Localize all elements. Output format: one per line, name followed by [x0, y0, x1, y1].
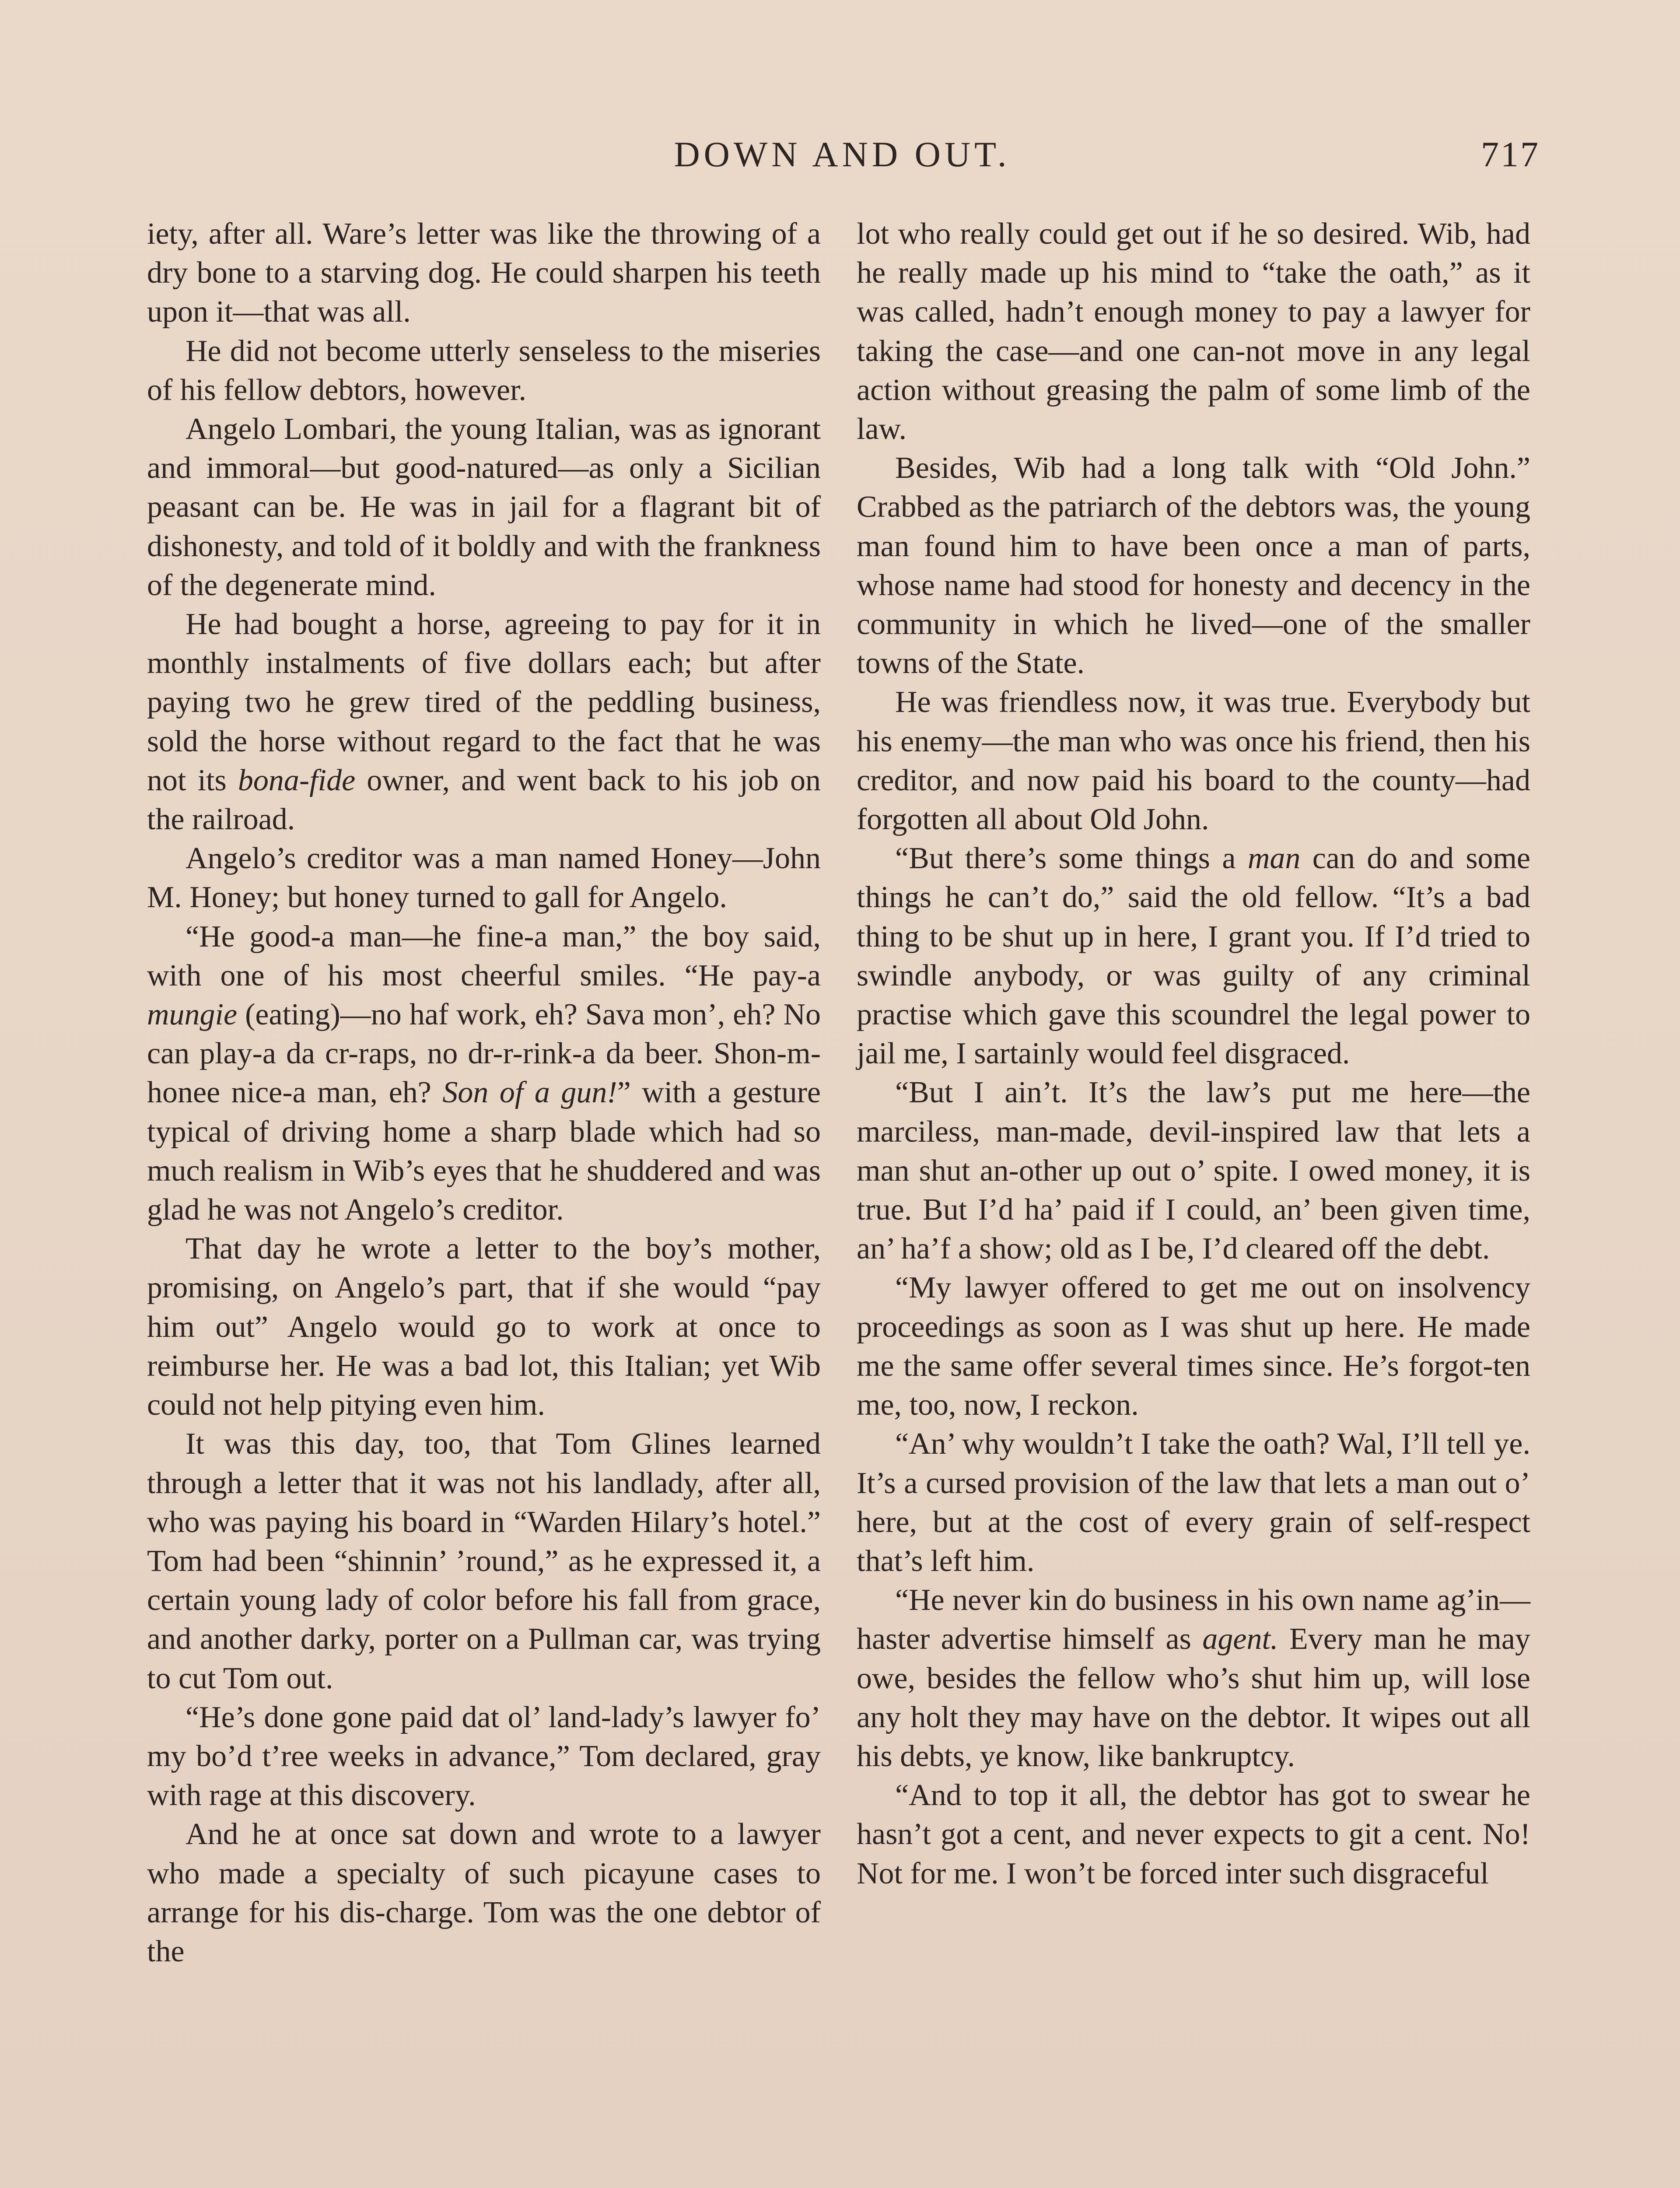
italic-text: Son of a gun!	[442, 1076, 617, 1110]
paragraph	[857, 1424, 1530, 1581]
paragraph-text: “He’s done gone paid dat ol’ land-lady’s lawyer fo’ my bo’d t’ree weeks in advance,” Tom declared, gray with rage at this discovery.	[147, 1700, 821, 1813]
paragraph-text: And he at once sat down and wrote to a lawyer who made a specialty of such picayune cases to arrange for his dis-charge. Tom was the one debtor of the	[147, 1817, 821, 1968]
page-header	[144, 130, 1540, 187]
paragraph-text: “He never kin do business in his own name ag’in—haster advertise himself as	[857, 1583, 1530, 1656]
paragraph-text: Angelo’s creditor was a man named Honey—John M. Honey; but honey turned to gall for Angelo.	[147, 842, 821, 915]
paragraph-text: can do and some things he can’t do,” said the old fellow. “It’s a bad thing to be shut up in here, I grant you. If I’d tried to swindle anybody, or was guilty of any criminal practise which gave this scoundrel the legal power to jail me, I sartainly would feel disgraced.	[857, 842, 1531, 1071]
paragraph	[147, 917, 821, 1230]
paragraph	[147, 1815, 821, 1971]
paragraph-text: ” with a gesture typical of driving home a sharp blade which had so much realism in Wib’s eyes that he shuddered and was glad he was not Angelo’s creditor.	[147, 1076, 821, 1227]
paragraph-text: (eating)—no haf work, eh? Sava mon’, eh? No can play-a da cr-raps, no dr-r-rink-a da beer. Shon-m-honee nice-a man, eh?	[147, 998, 821, 1110]
paragraph-text: “My lawyer offered to get me out on insolvency proceedings as soon as I was shut up here. He made me the same offer several times since. He’s forgot-ten me, too, now, I reckon.	[857, 1271, 1530, 1422]
paragraph	[857, 839, 1530, 1073]
paragraph	[857, 683, 1530, 839]
paragraph-text: “And to top it all, the debtor has got to swear he hasn’t got a cent, and never expects to git a cent. No! Not for me. I won’t be forced inter such disgraceful	[857, 1778, 1530, 1890]
paragraph-text: “But I ain’t. It’s the law’s put me here—the marciless, man-made, devil-inspired law that lets a man shut an-other up out o’ spite. I owed money, it is true. But I’d ha’ paid if I could, an’ been given time, an’ ha’f a show; old as I be, I’d cleared off the debt.	[857, 1076, 1530, 1266]
paragraph-text: Every man he may owe, besides the fellow who’s shut him up, will lose any holt they may have on the debtor. It wipes out all his debts, ye know, like bankruptcy.	[857, 1622, 1531, 1773]
paragraph	[147, 410, 821, 605]
paragraph	[857, 1268, 1530, 1424]
paragraph	[147, 605, 821, 839]
paragraph-text: He had bought a horse, agreeing to pay for it in monthly instalments of five dollars each; but after paying two he grew tired of the peddling business, sold the horse without regard to the fact that he was not its	[147, 607, 821, 797]
paragraph-text: owner, and went back to his job on the railroad.	[147, 763, 821, 837]
paragraph-text: “He good-a man—he fine-a man,” the boy said, with one of his most cheerful smiles. “He pay-a	[147, 919, 821, 992]
left-column	[147, 214, 821, 1971]
paragraph	[147, 839, 821, 917]
paragraph	[147, 1698, 821, 1815]
paragraph-text: That day he wrote a letter to the boy’s mother, promising, on Angelo’s part, that if she would “pay him out” Angelo would go to work at once to reimburse her. He was a bad lot, this Italian; yet Wib could not help pitying even him.	[147, 1232, 821, 1422]
paragraph	[147, 1424, 821, 1697]
paragraph	[857, 1776, 1530, 1893]
running-head: DOWN AND OUT.	[674, 134, 1011, 174]
paragraph-text: iety, after all. Ware’s letter was like the throwing of a dry bone to a starving dog. He could sharpen his teeth upon it—that was all.	[147, 217, 821, 329]
paragraph	[857, 449, 1530, 683]
italic-text: mungie	[147, 998, 238, 1032]
paragraph-text: Angelo Lombari, the young Italian, was as ignorant and immoral—but good-natured—as only a Sicilian peasant can be. He was in jail for a flagrant bit of dishonesty, and told of it boldly and with the frankness of the degenerate mind.	[147, 412, 821, 602]
paragraph	[857, 1073, 1530, 1268]
paragraph	[147, 1229, 821, 1424]
page-number: 717	[1481, 134, 1540, 174]
paragraph	[857, 1581, 1530, 1776]
paragraph-text: “But there’s some things a	[895, 842, 1248, 876]
paragraph-text: lot who really could get out if he so desired. Wib, had he really made up his mind to “take the oath,” as it was called, hadn’t enough money to pay a lawyer for taking the case—and one can-not move in any legal action without greasing the palm of some limb of the law.	[857, 217, 1530, 446]
paragraph	[147, 214, 821, 332]
paragraph-text: He was friendless now, it was true. Everybody but his enemy—the man who was once his friend, then his creditor, and now paid his board to the county—had forgotten all about Old John.	[857, 685, 1530, 837]
italic-text: man	[1247, 842, 1301, 876]
paragraph-text: “An’ why wouldn’t I take the oath? Wal, I’ll tell ye. It’s a cursed provision of the law that lets a man out o’ here, but at the cost of every grain of self-respect that’s left him.	[857, 1427, 1530, 1578]
paragraph	[857, 214, 1530, 449]
right-column	[857, 214, 1530, 1893]
paragraph-text: It was this day, too, that Tom Glines learned through a letter that it was not his landlady, after all, who was paying his board in “Warden Hilary’s hotel.” Tom had been “shinnin’ ’round,” as he expressed it, a certain young lady of color before his fall from grace, and another darky, porter on a Pullman car, was trying to cut Tom out.	[147, 1427, 821, 1695]
italic-text: bona-fide	[238, 763, 356, 797]
paragraph-text: Besides, Wib had a long talk with “Old John.” Crabbed as the patriarch of the debtors was, the young man found him to have been once a man of parts, whose name had stood for honesty and decency in the community in which he lived—one of the smaller towns of the State.	[857, 451, 1530, 680]
italic-text: agent.	[1202, 1622, 1278, 1656]
paragraph	[147, 332, 821, 410]
paragraph-text: He did not become utterly senseless to the miseries of his fellow debtors, however.	[147, 334, 821, 407]
